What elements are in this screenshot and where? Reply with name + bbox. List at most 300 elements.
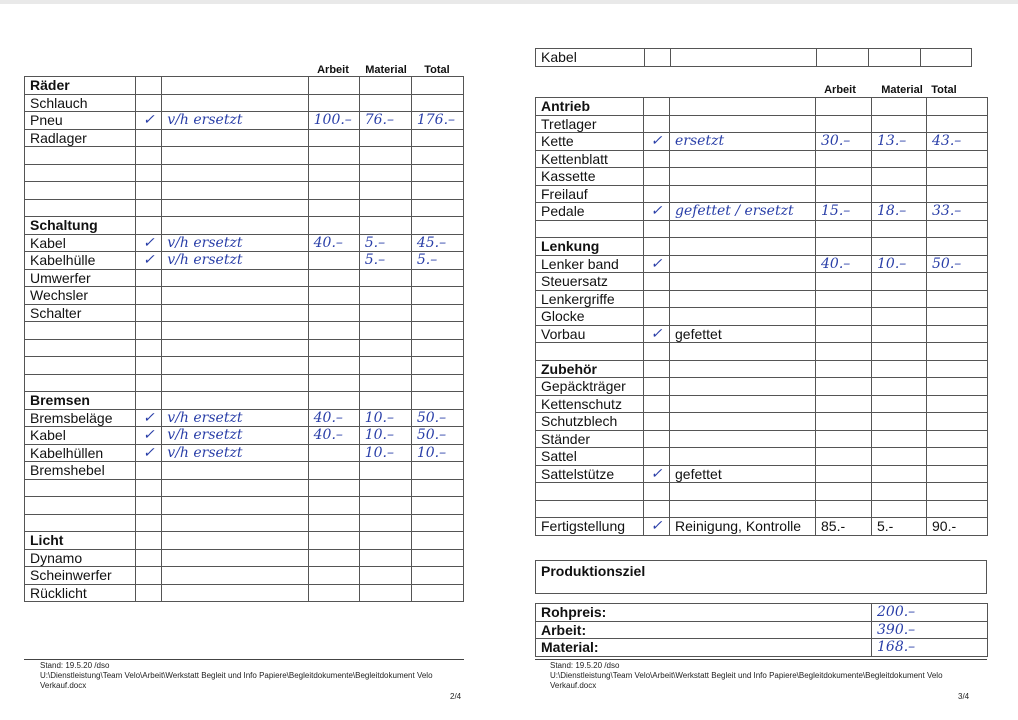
total-cell — [411, 357, 463, 375]
material-cell — [359, 217, 411, 235]
arbeit-cell — [308, 462, 359, 480]
arbeit-cell — [816, 500, 872, 518]
right-footer — [550, 661, 990, 691]
total-cell: 176.– — [411, 112, 463, 130]
total-cell — [927, 150, 988, 168]
material-cell — [359, 129, 411, 147]
arbeit-cell — [816, 395, 872, 413]
check-mark — [136, 357, 162, 375]
left-row — [25, 514, 464, 532]
produktionsziel-box — [535, 560, 987, 594]
material-cell — [359, 94, 411, 112]
item-label — [25, 374, 136, 392]
right-row — [536, 133, 988, 151]
total-cell — [411, 147, 463, 165]
note-cell — [670, 395, 816, 413]
item-label: Kabelhüllen — [25, 444, 136, 462]
total-cell — [411, 549, 463, 567]
left-row — [25, 147, 464, 165]
arbeit-cell — [816, 360, 872, 378]
item-label: Pedale — [536, 203, 644, 221]
left-row — [25, 549, 464, 567]
material-cell — [359, 357, 411, 375]
right-footer-rule — [535, 659, 987, 660]
check-mark — [136, 567, 162, 585]
note-cell — [162, 584, 308, 602]
total-cell — [927, 413, 988, 431]
item-label: Freilauf — [536, 185, 644, 203]
item-label — [25, 182, 136, 200]
left-footer-path: U:\Dienstleistung\Team Velo\Arbeit\Werkstatt Begleit und Info Papiere\Begleitdokumente\Begleitdokument Velo — [40, 671, 433, 680]
left-row — [25, 392, 464, 410]
left-header-total: Total — [424, 64, 450, 76]
right-row — [536, 290, 988, 308]
left-row — [25, 479, 464, 497]
material-cell — [359, 304, 411, 322]
item-label: Rücklicht — [25, 584, 136, 602]
total-cell — [411, 514, 463, 532]
material-cell — [872, 308, 927, 326]
arbeit-cell — [816, 465, 872, 483]
check-mark — [644, 413, 670, 431]
check-mark — [644, 168, 670, 186]
item-label: Schlauch — [25, 94, 136, 112]
material-cell — [359, 374, 411, 392]
note-cell — [670, 255, 816, 273]
total-cell — [927, 273, 988, 291]
left-row — [25, 374, 464, 392]
total-cell — [411, 497, 463, 515]
item-label: Fertigstellung — [536, 518, 644, 536]
item-label: Wechsler — [25, 287, 136, 305]
check-mark — [136, 374, 162, 392]
material-cell — [359, 479, 411, 497]
arbeit-cell: 40.– — [308, 427, 359, 445]
arbeit-cell — [308, 497, 359, 515]
right-row — [536, 98, 988, 116]
material-cell — [872, 360, 927, 378]
total-cell — [927, 98, 988, 116]
item-label — [25, 514, 136, 532]
material-cell — [872, 220, 927, 238]
total-cell — [411, 322, 463, 340]
material-cell: 10.– — [872, 255, 927, 273]
section-heading: Lenkung — [536, 238, 644, 256]
left-footer — [40, 661, 470, 691]
arbeit-cell — [308, 549, 359, 567]
material-cell — [872, 343, 927, 361]
note-cell — [670, 448, 816, 466]
right-checklist-table — [535, 97, 988, 536]
check-mark: ✓ — [136, 234, 162, 252]
check-mark — [644, 220, 670, 238]
total-cell — [927, 430, 988, 448]
total-cell — [411, 94, 463, 112]
total-cell — [927, 448, 988, 466]
total-cell — [927, 185, 988, 203]
material-cell — [359, 392, 411, 410]
arbeit-cell — [308, 584, 359, 602]
note-cell — [670, 273, 816, 291]
total-cell — [927, 168, 988, 186]
right-row — [536, 413, 988, 431]
arbeit-cell — [308, 252, 359, 270]
arbeit-cell — [308, 287, 359, 305]
left-row — [25, 339, 464, 357]
total-cell — [411, 129, 463, 147]
note-cell — [670, 430, 816, 448]
arbeit-cell — [308, 514, 359, 532]
right-row — [536, 483, 988, 501]
left-row — [25, 164, 464, 182]
check-mark — [136, 392, 162, 410]
item-label — [25, 497, 136, 515]
check-mark — [136, 497, 162, 515]
material-cell — [872, 115, 927, 133]
note-cell — [162, 199, 308, 217]
check-mark — [136, 77, 162, 95]
arbeit-cell — [816, 483, 872, 501]
material-cell — [872, 150, 927, 168]
check-mark — [136, 147, 162, 165]
arbeit-cell — [816, 185, 872, 203]
arbeit-cell — [816, 220, 872, 238]
item-label: Vorbau — [536, 325, 644, 343]
check-mark — [644, 238, 670, 256]
arbeit-cell — [308, 374, 359, 392]
check-mark — [136, 532, 162, 550]
note-cell — [670, 378, 816, 396]
note-cell — [670, 413, 816, 431]
check-mark — [136, 479, 162, 497]
right-footer-stand: Stand: 19.5.20 /dso — [550, 661, 620, 670]
total-cell — [927, 395, 988, 413]
material-cell — [359, 182, 411, 200]
left-row — [25, 199, 464, 217]
right-row — [536, 273, 988, 291]
note-cell — [162, 462, 308, 480]
check-mark: ✓ — [136, 444, 162, 462]
note-cell: gefettet / ersetzt — [670, 203, 816, 221]
note-cell — [670, 360, 816, 378]
material-cell — [872, 465, 927, 483]
total-cell: 50.– — [927, 255, 988, 273]
left-row — [25, 269, 464, 287]
right-row — [536, 430, 988, 448]
total-cell: 45.– — [411, 234, 463, 252]
check-mark — [644, 115, 670, 133]
left-row — [25, 584, 464, 602]
arbeit-cell — [816, 448, 872, 466]
arbeit-cell — [308, 182, 359, 200]
note-cell — [670, 500, 816, 518]
item-label: Kassette — [536, 168, 644, 186]
item-label: Dynamo — [25, 549, 136, 567]
arbeit-cell: 15.– — [816, 203, 872, 221]
item-label — [25, 164, 136, 182]
material-cell — [359, 497, 411, 515]
note-cell — [670, 185, 816, 203]
note-cell — [162, 497, 308, 515]
item-label — [536, 220, 644, 238]
check-mark: ✓ — [644, 255, 670, 273]
material-cell — [872, 273, 927, 291]
scan-top-edge — [0, 0, 1018, 4]
check-mark: ✓ — [644, 325, 670, 343]
note-cell — [670, 238, 816, 256]
total-cell: 50.– — [411, 427, 463, 445]
total-cell — [927, 308, 988, 326]
note-cell — [162, 567, 308, 585]
arbeit-cell — [308, 304, 359, 322]
summary-row — [536, 621, 988, 639]
check-mark — [644, 308, 670, 326]
item-label: Kette — [536, 133, 644, 151]
item-label: Umwerfer — [25, 269, 136, 287]
material-cell: 76.– — [359, 112, 411, 130]
total-cell — [411, 584, 463, 602]
item-label: Kabelhülle — [25, 252, 136, 270]
material-cell: 5.– — [359, 234, 411, 252]
right-footer-file: Verkauf.docx — [550, 681, 597, 690]
arbeit-cell — [308, 357, 359, 375]
check-mark: ✓ — [644, 133, 670, 151]
left-row — [25, 304, 464, 322]
total-cell: 5.– — [411, 252, 463, 270]
material-cell — [872, 448, 927, 466]
left-footer-file: Verkauf.docx — [40, 681, 87, 690]
item-label — [25, 339, 136, 357]
check-mark — [644, 273, 670, 291]
right-row — [536, 168, 988, 186]
arbeit-cell — [308, 199, 359, 217]
note-cell: v/h ersetzt — [162, 234, 308, 252]
check-mark: ✓ — [136, 427, 162, 445]
arbeit-cell — [308, 164, 359, 182]
material-cell: 10.– — [359, 444, 411, 462]
right-row — [536, 185, 988, 203]
right-row — [536, 360, 988, 378]
right-row — [536, 115, 988, 133]
check-mark — [644, 430, 670, 448]
left-row — [25, 567, 464, 585]
item-label: Kabel — [25, 427, 136, 445]
section-heading: Antrieb — [536, 98, 644, 116]
item-label: Lenkergriffe — [536, 290, 644, 308]
note-cell — [162, 129, 308, 147]
item-label: Schalter — [25, 304, 136, 322]
note-cell: gefettet — [670, 325, 816, 343]
total-cell — [927, 378, 988, 396]
arbeit-cell — [308, 567, 359, 585]
item-label — [25, 199, 136, 217]
total-cell — [927, 115, 988, 133]
note-cell — [670, 150, 816, 168]
item-label: Scheinwerfer — [25, 567, 136, 585]
arbeit-cell — [816, 238, 872, 256]
total-cell — [927, 465, 988, 483]
material-cell — [872, 430, 927, 448]
check-mark — [136, 269, 162, 287]
item-label: Glocke — [536, 308, 644, 326]
check-mark: ✓ — [136, 409, 162, 427]
right-row — [536, 343, 988, 361]
right-row — [536, 518, 988, 536]
check-mark — [136, 549, 162, 567]
item-label: Gepäckträger — [536, 378, 644, 396]
note-cell — [670, 290, 816, 308]
item-label: Steuersatz — [536, 273, 644, 291]
total-cell — [927, 500, 988, 518]
total-cell: 90.- — [927, 518, 988, 536]
check-mark — [644, 290, 670, 308]
check-mark — [136, 217, 162, 235]
note-cell: v/h ersetzt — [162, 409, 308, 427]
total-cell — [411, 374, 463, 392]
item-label: Ständer — [536, 430, 644, 448]
total-cell — [411, 462, 463, 480]
summary-value: 390.– — [872, 621, 988, 639]
check-mark: ✓ — [644, 203, 670, 221]
item-label: Sattel — [536, 448, 644, 466]
total-cell: 50.– — [411, 409, 463, 427]
material-cell — [872, 98, 927, 116]
material-cell — [872, 500, 927, 518]
left-row — [25, 182, 464, 200]
item-label — [25, 322, 136, 340]
note-cell — [162, 182, 308, 200]
summary-row — [536, 639, 988, 657]
summary-value: 168.– — [872, 639, 988, 657]
right-header-total: Total — [931, 84, 957, 96]
right-row — [536, 150, 988, 168]
item-label — [25, 357, 136, 375]
material-cell — [359, 532, 411, 550]
arbeit-cell — [816, 325, 872, 343]
arbeit-cell — [816, 413, 872, 431]
total-cell — [927, 483, 988, 501]
right-row — [536, 203, 988, 221]
right-kabel-label: Kabel — [536, 49, 645, 67]
right-header-material: Material — [881, 84, 923, 96]
arbeit-cell — [816, 168, 872, 186]
item-label — [25, 479, 136, 497]
note-cell — [162, 304, 308, 322]
material-cell — [359, 462, 411, 480]
arbeit-cell — [308, 77, 359, 95]
material-cell — [359, 199, 411, 217]
total-cell — [411, 339, 463, 357]
note-cell — [670, 98, 816, 116]
material-cell — [359, 514, 411, 532]
right-row — [536, 378, 988, 396]
item-label: Kettenschutz — [536, 395, 644, 413]
material-cell — [359, 584, 411, 602]
left-row — [25, 112, 464, 130]
note-cell — [162, 287, 308, 305]
right-row — [536, 308, 988, 326]
check-mark — [644, 185, 670, 203]
total-cell — [411, 532, 463, 550]
right-row — [536, 255, 988, 273]
check-mark — [644, 150, 670, 168]
note-cell — [162, 77, 308, 95]
note-cell — [162, 392, 308, 410]
total-cell: 33.– — [927, 203, 988, 221]
material-cell — [359, 322, 411, 340]
left-row — [25, 532, 464, 550]
note-cell — [670, 220, 816, 238]
note-cell — [162, 339, 308, 357]
note-cell: gefettet — [670, 465, 816, 483]
note-cell — [162, 269, 308, 287]
right-header-arbeit: Arbeit — [824, 84, 856, 96]
total-cell — [411, 567, 463, 585]
summary-value: 200.– — [872, 604, 988, 622]
check-mark — [644, 98, 670, 116]
left-header-material: Material — [365, 64, 407, 76]
item-label — [536, 343, 644, 361]
left-row — [25, 252, 464, 270]
material-cell: 10.– — [359, 409, 411, 427]
arbeit-cell — [308, 392, 359, 410]
left-row — [25, 462, 464, 480]
material-cell — [872, 168, 927, 186]
left-page-number: 2/4 — [450, 692, 462, 701]
arbeit-cell: 40.– — [308, 409, 359, 427]
section-heading: Zubehör — [536, 360, 644, 378]
right-row — [536, 465, 988, 483]
right-row — [536, 325, 988, 343]
total-cell — [411, 479, 463, 497]
note-cell — [162, 374, 308, 392]
left-header-arbeit: Arbeit — [317, 64, 349, 76]
summary-label: Rohpreis: — [536, 604, 872, 622]
check-mark — [136, 287, 162, 305]
note-cell: ersetzt — [670, 133, 816, 151]
left-row — [25, 322, 464, 340]
note-cell — [670, 483, 816, 501]
right-row — [536, 395, 988, 413]
item-label: Schutzblech — [536, 413, 644, 431]
arbeit-cell — [816, 273, 872, 291]
check-mark — [136, 94, 162, 112]
left-row — [25, 94, 464, 112]
left-row — [25, 287, 464, 305]
check-mark — [136, 129, 162, 147]
item-label: Kabel — [25, 234, 136, 252]
item-label: Bremsbeläge — [25, 409, 136, 427]
item-label — [536, 483, 644, 501]
right-kabel-row — [535, 48, 972, 67]
material-cell — [359, 164, 411, 182]
total-cell — [411, 217, 463, 235]
note-cell: v/h ersetzt — [162, 444, 308, 462]
arbeit-cell — [816, 308, 872, 326]
arbeit-cell — [308, 269, 359, 287]
check-mark — [644, 378, 670, 396]
material-cell — [872, 185, 927, 203]
summary-row — [536, 604, 988, 622]
total-cell — [411, 287, 463, 305]
total-cell — [927, 220, 988, 238]
check-mark — [644, 448, 670, 466]
produktionsziel-label: Produktionsziel — [536, 561, 987, 594]
arbeit-cell — [816, 290, 872, 308]
left-row — [25, 444, 464, 462]
material-cell — [872, 483, 927, 501]
note-cell — [670, 343, 816, 361]
